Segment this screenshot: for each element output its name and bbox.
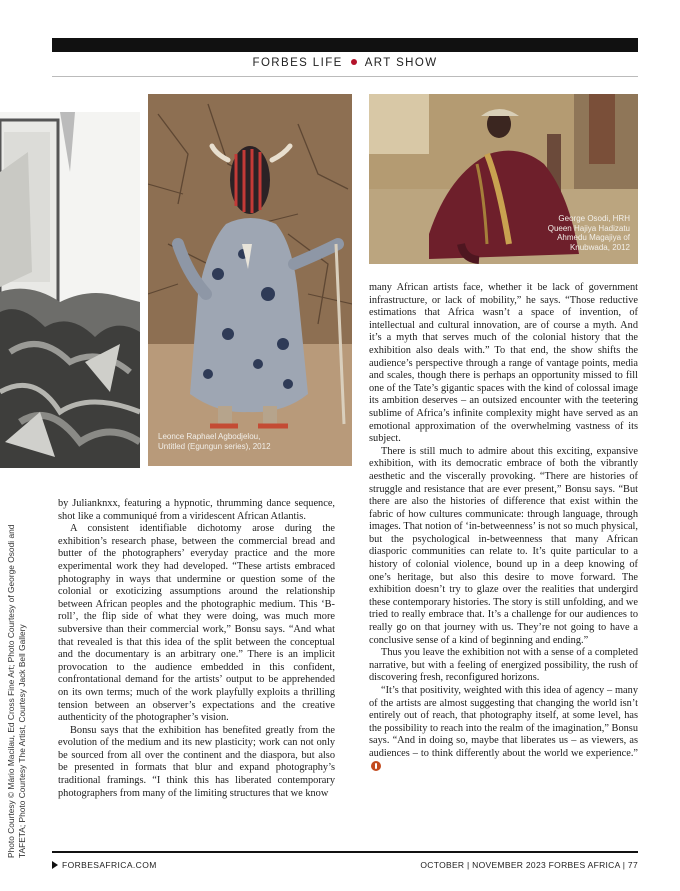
section-label: FORBES LIFE [252, 57, 343, 69]
footer-site [52, 860, 157, 870]
footer-site-text: FORBESAFRICA.COM [62, 860, 157, 870]
paragraph: Bonsu says that the exhibition has benefited greatly from the evolution of the medium and its new plasticity; work can not only be sourced from all over the continent and the diaspora, but also be presented in formats that blur and expand photography’s traditional framings. “I think this has liberated contemporary photographers from many of the limiting structures that we know [58, 724, 335, 799]
header-rule [52, 76, 638, 77]
body-column-left [58, 498, 335, 800]
paragraph: Thus you leave the exhibition not with a sense of a completed narrative, but with a feeling of energized possibility, the rush of discovering fresh, reconfigured horizons. [369, 647, 638, 684]
photo-credit [6, 498, 27, 858]
photo-macilau [0, 112, 140, 468]
paragraph: A consistent identifiable dichotomy arose during the exhibition’s research phase, between the commercial bread and butter of the photographers’ everyday practice and the more experimental work they had developed. “These artists embraced photography in ways that undermine or question some of the colonial or exoticizing assumptions around the relationship between African peoples and the photographic medium. This ‘B-roll’, the flip side of what they were doing, was much more subversive than their commercial work,” Bonsu says. “And what that revealed is that this idea of the split between the conceptual and the documentary is an arbitrary one.” There is an implicit provocation to the audience embedded in this confident, confrontational demand for the artists’ output to be apprehended on its own terms; much of the work playfully exploits a thrilling tension between an observer’s expectations and the creative authenticity of the photographer’s vision. [58, 523, 335, 724]
footer-rule [52, 851, 638, 853]
bullet-dot-icon [351, 59, 357, 65]
caption-line: George Osodi, HRH [558, 214, 630, 223]
caption-line: Ahmedu Magajiya of [557, 233, 630, 242]
caption-line: Untitled (Egungun series), 2012 [158, 441, 271, 451]
caption-line: Leonce Raphael Agbodjelou, [158, 432, 261, 441]
footer-issue: OCTOBER | NOVEMBER 2023 FORBES AFRICA | 77 [420, 860, 638, 870]
subsection-label: ART SHOW [364, 57, 438, 69]
paragraph: by Julianknxx, featuring a hypnotic, thrumming dance sequence, shot like a communiqué from a viridescent African Atlantis. [58, 498, 335, 522]
paragraph [369, 685, 638, 774]
end-mark-icon [371, 761, 381, 771]
caption-agbodjelou [158, 432, 343, 451]
caption-osodi [480, 214, 630, 252]
credit-line: Photo Courtesy © Mário Macilau, Ed Cross Fine Art; Photo Courtesy of George Osodi and [6, 524, 16, 858]
triangle-icon [52, 861, 58, 869]
paragraph: There is still much to admire about this exciting, expansive exhibition, with its democratic embrace of both the vibrantly aesthetic and the viscerally provoking. “There are histories of struggle and resistance that are ever present,” Bonsu says. “But there are also the histories of difference that exist within the fabric of how cultures communicate: through language, through images. That notion of ‘in-betweenness’ is not so much physical, but the psychological in-betweenness that many African diasporic communities can relate to. It’s quite particular to a history of colonial violence, bound up in a deep knowing of one’s heritage, but also this desire to move forward. The exhibition doesn’t try to glaze over the realities that undergird these contemporary histories. The story is still unfolding, and we tried to really embrace that. It’s a challenge for our audiences to really go on that journey with us. They’re not going to have a conclusive sense of a kind of beginning and ending.” [369, 445, 638, 646]
header-bar [52, 38, 638, 52]
body-column-right [369, 282, 638, 774]
photo-agbodjelou [148, 94, 352, 466]
caption-line: Queen Hajiya Hadizatu [547, 223, 630, 233]
paragraph: many African artists face, whether it be lack of government infrastructure, or lack of mobility,” he says. “Those reductive estimations that Africa wasn’t a space of invention, of intellectual and cultural innovation, are of course a myth. And it’s a myth that serves much of the colonial history that the exhibition also deals with.” To that end, the show shifts the audience’s perspective through a range of vantage points, media and scales, though there is perhaps an opportunity missed to fill one of the Tate’s gigantic spaces with the kind of colossal image its ambition deserves – an outsized encounter with the teetering sublime of Africa’s infinite complexity might have served as an emotional approximation of the overwhelming vastness of its subject. [369, 282, 638, 445]
credit-line: TAFETA; Photo Courtesy The Artist, Courtesy Jack Bell Gallery [16, 624, 27, 858]
paragraph-text: “It’s that positivity, weighted with this idea of agency – many of the artists are almost suggesting that changing the world isn’t entirely out of reach, that photography itself, at some level, has the possibility to reach into the realm of the imagination,” Bonsu says. “And in doing so, maybe that liberates us – as viewers, as audiences – to think differently about the world we experience.” [369, 685, 638, 759]
section-header [52, 57, 638, 69]
caption-line: Knubwada, 2012 [569, 242, 630, 252]
